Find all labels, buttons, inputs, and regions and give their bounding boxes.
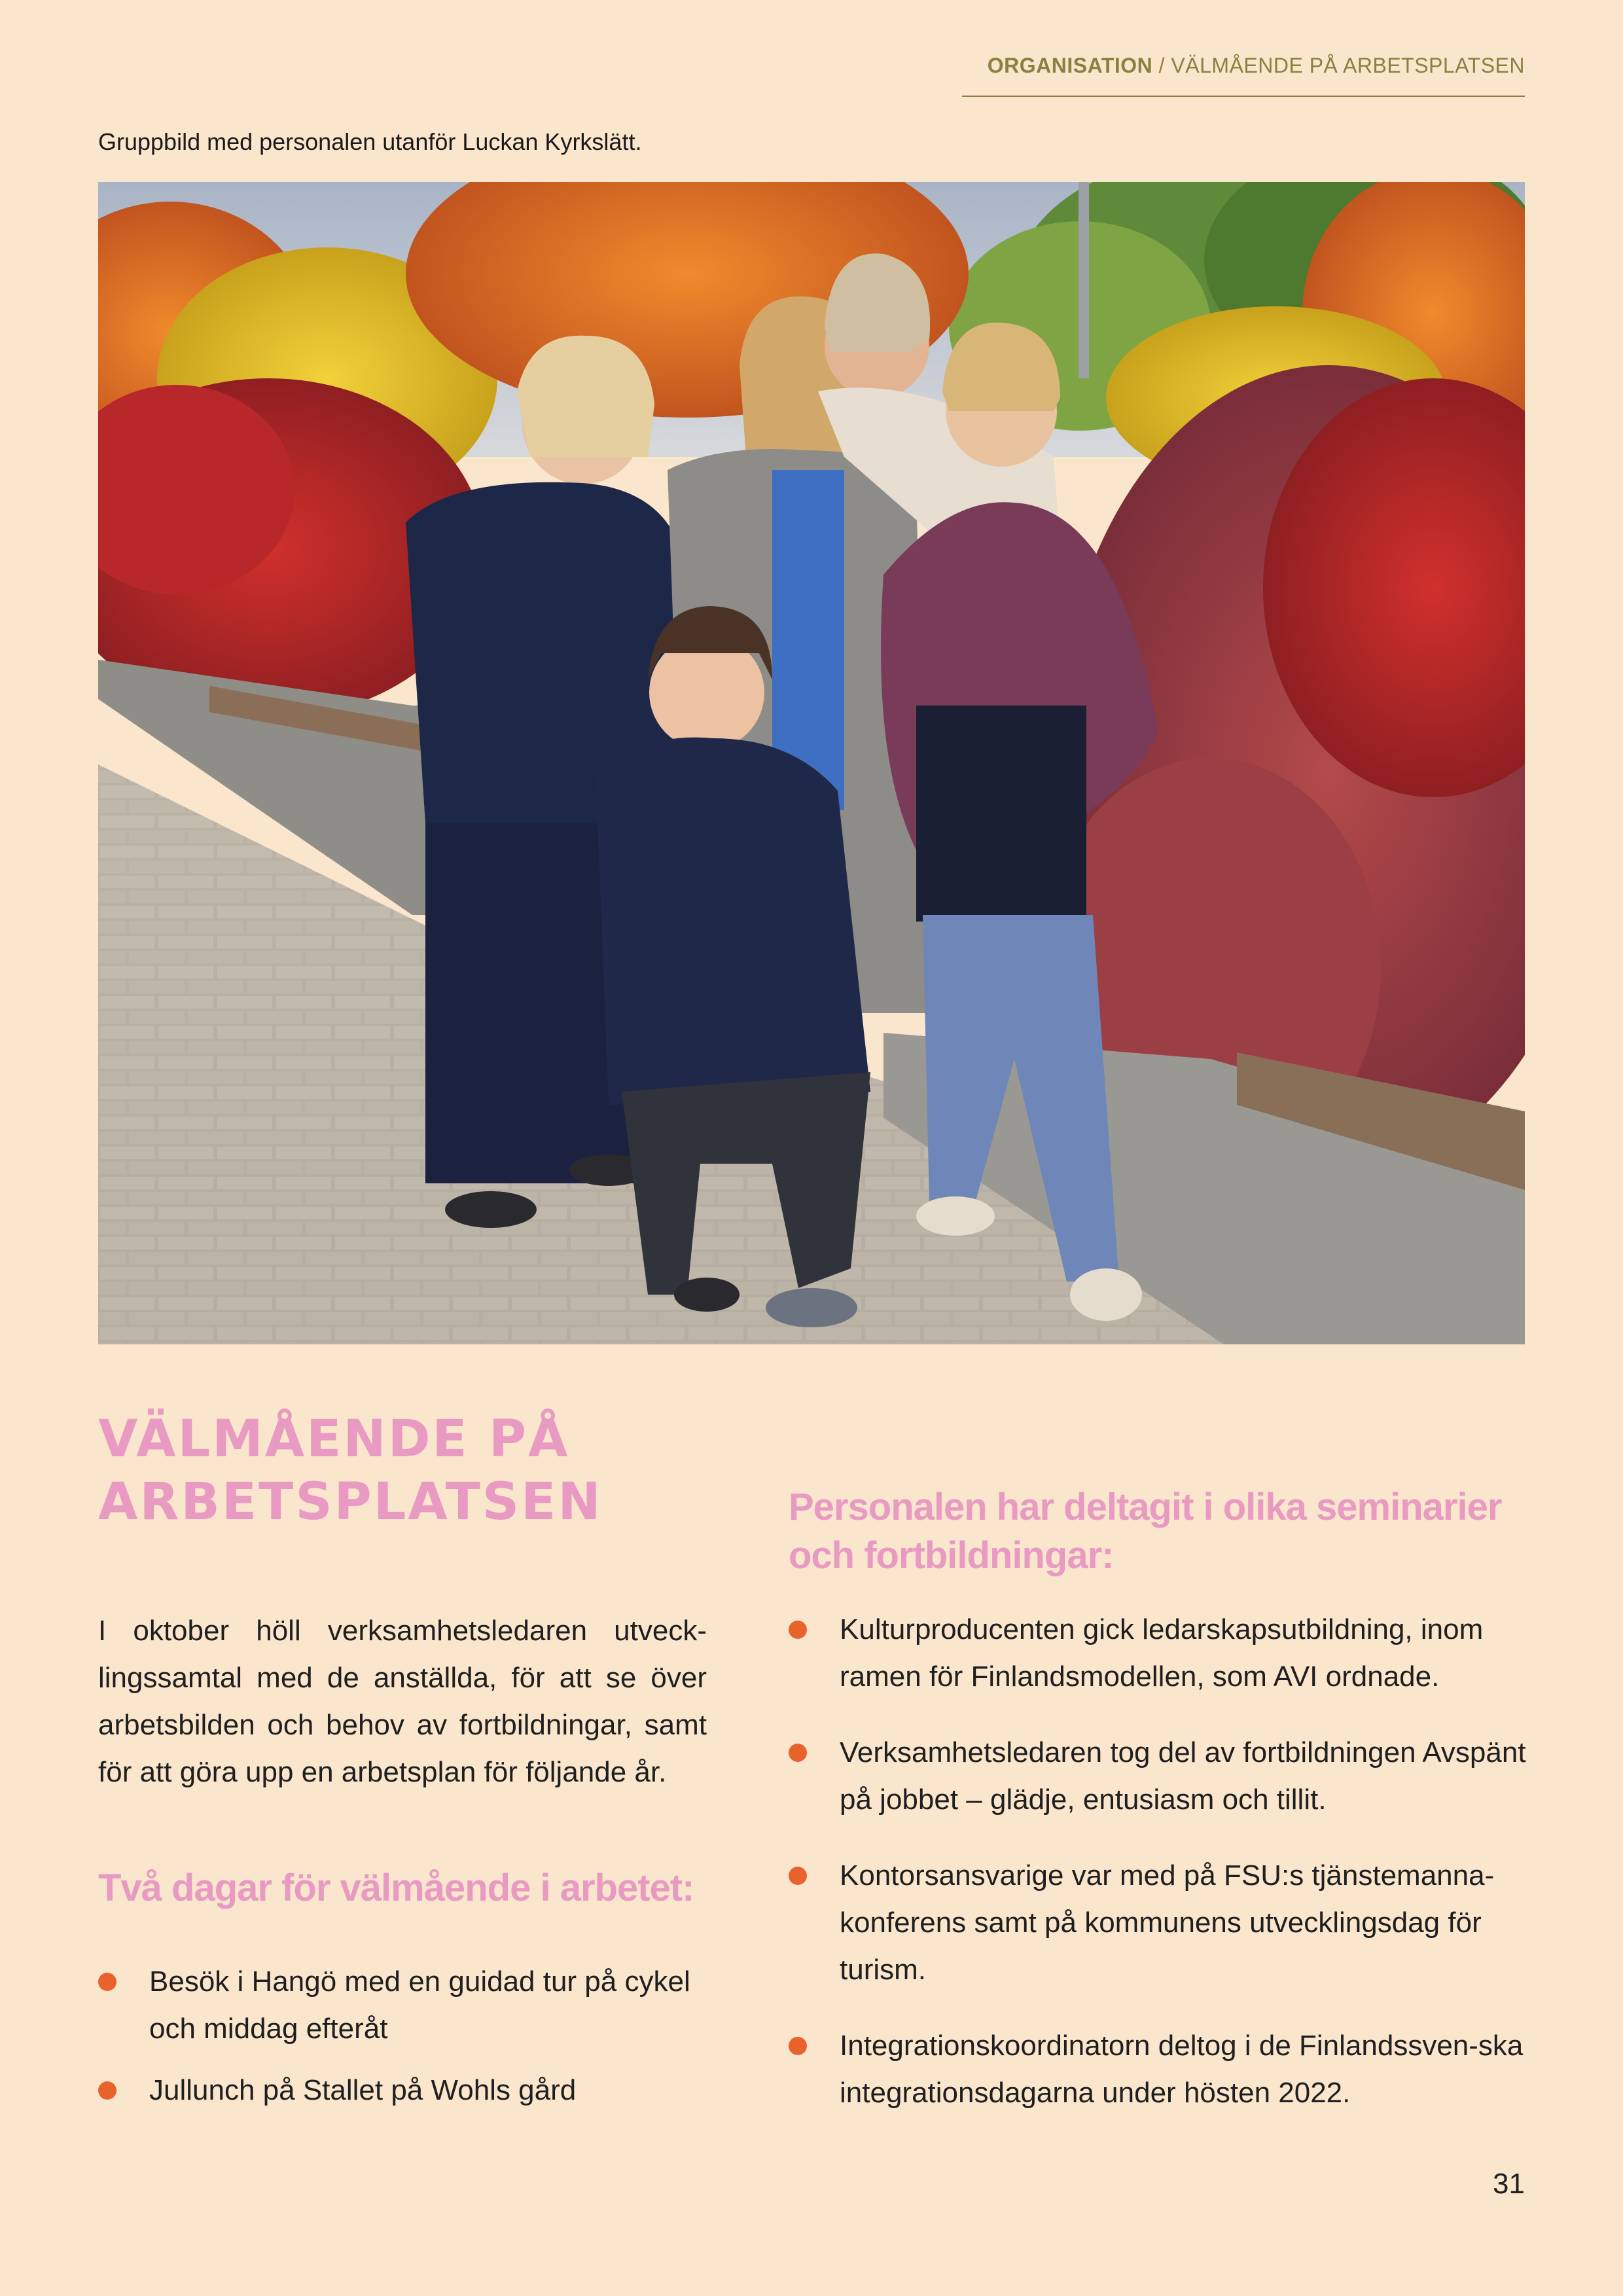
header-separator: / <box>1152 54 1171 77</box>
bullet-dot-icon <box>789 1867 807 1885</box>
list-item-text: Kontorsansvarige var med på FSU:s tjänstemanna-konferens samt på kommunens utvecklingsdag för turism. <box>840 1859 1495 1986</box>
list-item <box>789 1606 1528 1700</box>
page-title-line-2: ARBETSPLATSEN <box>98 1473 603 1532</box>
photo-caption: Gruppbild med personalen utanför Luckan Kyrkslätt. <box>98 128 642 155</box>
header-subsection: VÄLMÅENDE PÅ ARBETSPLATSEN <box>1171 54 1525 77</box>
list-item <box>98 2067 726 2114</box>
list-item-text: Besök i Hangö med en guidad tur på cykel och middag efteråt <box>149 1965 690 2045</box>
training-list <box>789 1606 1528 2145</box>
group-photo-illustration <box>98 182 1525 1344</box>
bullet-dot-icon <box>789 1621 807 1639</box>
header-section: ORGANISATION <box>987 54 1153 77</box>
list-item-text: Kulturproducenten gick ledarskapsutbildning, inom ramen för Finlandsmodellen, som AVI ordnade. <box>840 1613 1484 1693</box>
training-heading: Personalen har deltagit i olika seminarier och fortbildningar: <box>789 1486 1502 1577</box>
bullet-dot-icon <box>789 2037 807 2055</box>
page-title <box>98 1410 603 1539</box>
wellbeing-heading: Två dagar för välmående i arbetet: <box>98 1867 694 1909</box>
group-photo <box>98 182 1525 1344</box>
intro-paragraph: I oktober höll verksamhetsledaren utveck-lingssamtal med de anställda, för att se över arbetsbilden och behov av fortbildningar, samt för att göra upp en arbetsplan för följande år. <box>98 1615 707 1788</box>
list-item <box>98 1958 726 2053</box>
running-header <box>988 54 1525 78</box>
list-item-text: Verksamhetsledaren tog del av fortbildningen Avspänt på jobbet – glädje, entusiasm och tillit. <box>840 1736 1526 1816</box>
list-item <box>789 1729 1528 1823</box>
list-item-text: Integrationskoordinatorn deltog i de Finlandssven-ska integrationsdagarna under hösten 2022. <box>840 2030 1524 2109</box>
list-item <box>789 1852 1528 1994</box>
bullet-dot-icon <box>98 1973 116 1991</box>
page-number: 31 <box>1493 2168 1525 2200</box>
list-item <box>789 2022 1528 2117</box>
bullet-dot-icon <box>789 1744 807 1762</box>
wellbeing-list <box>98 1958 726 2128</box>
header-rule <box>962 96 1525 97</box>
bullet-dot-icon <box>98 2081 116 2100</box>
list-item-text: Jullunch på Stallet på Wohls gård <box>149 2074 577 2106</box>
page-title-line-1: VÄLMÅENDE PÅ <box>98 1410 570 1469</box>
